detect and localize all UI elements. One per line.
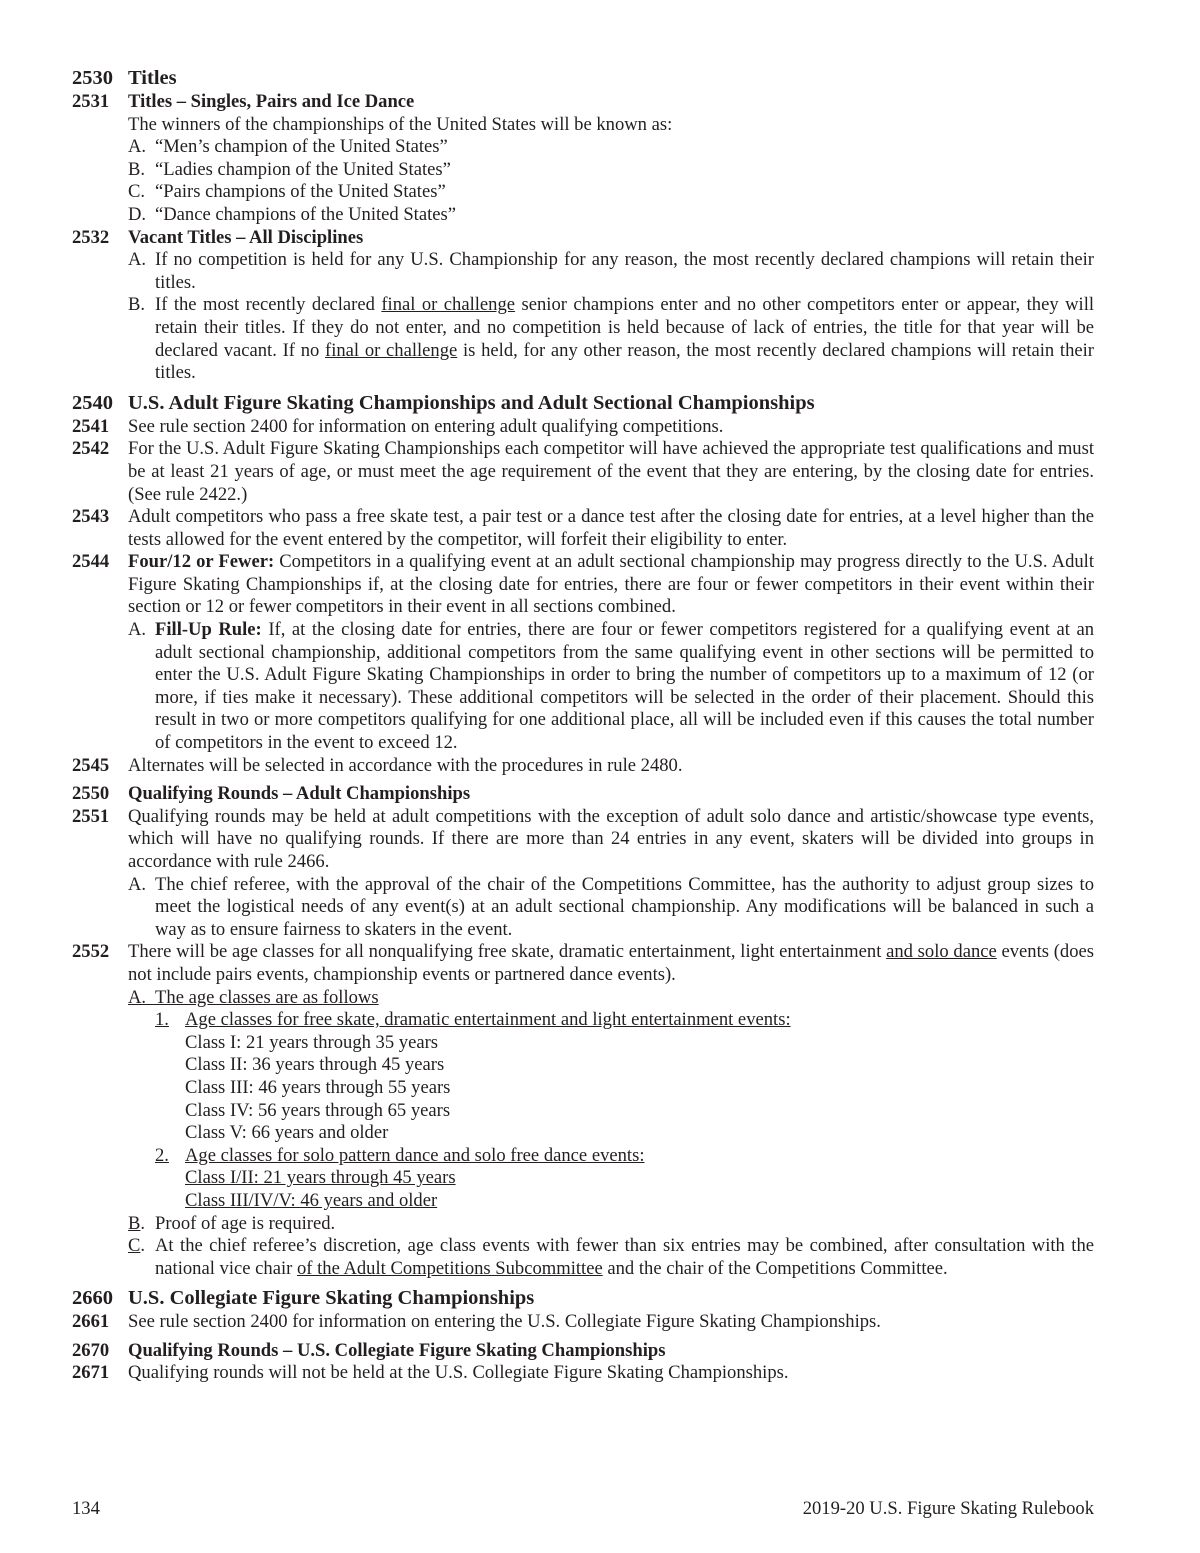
list-item bbox=[128, 874, 1094, 942]
page-footer bbox=[72, 1498, 1094, 1521]
list-label: 1. bbox=[155, 1009, 169, 1031]
rule-text: See rule section 2400 for information on entering the U.S. Collegiate Figure Skating Championships. bbox=[128, 1311, 881, 1333]
list-item bbox=[128, 181, 1094, 204]
page-number: 134 bbox=[72, 1498, 100, 1519]
rule-text: Adult competitors who pass a free skate test, a pair test or a dance test after the closing date for entries, at a level higher than the tests allowed for the event entered by the competitor, will forfeit their eligibility to enter. bbox=[128, 506, 1094, 550]
list-text: “Ladies champion of the United States” bbox=[155, 158, 451, 180]
rule-2670-heading bbox=[72, 1340, 1094, 1363]
list-text: The chief referee, with the approval of the chair of the Competitions Committee, has the authority to adjust group sizes to meet the logistical needs of any event(s) at an adult sectional championship. Any modifications will be balanced in such a way as to ensure fairness to skaters in the event. bbox=[155, 873, 1094, 940]
age-class: Class II: 36 years through 45 years bbox=[185, 1054, 445, 1076]
rule-title: Titles – Singles, Pairs and Ice Dance bbox=[128, 91, 415, 112]
list-label: C. bbox=[128, 1235, 146, 1257]
age-class: Class III/IV/V: 46 years and older bbox=[185, 1189, 438, 1211]
list-label: C. bbox=[128, 181, 146, 203]
rule-text: Alternates will be selected in accordance with the procedures in rule 2480. bbox=[128, 754, 683, 776]
list-label: A. bbox=[128, 619, 147, 641]
rule-2550-heading bbox=[72, 783, 1094, 806]
list-item bbox=[128, 1213, 1094, 1236]
section-2530-heading bbox=[72, 66, 1094, 91]
list-label: 2. bbox=[155, 1144, 169, 1166]
list-item bbox=[128, 204, 1094, 227]
list-text: Age classes for solo pattern dance and solo free dance events: bbox=[185, 1144, 645, 1166]
list-text: If no competition is held for any U.S. Championship for any reason, the most recently declared champions will retain their titles. bbox=[155, 249, 1094, 293]
list-text: “Pairs champions of the United States” bbox=[155, 181, 446, 203]
rule-number: 2670 bbox=[72, 1339, 110, 1361]
rule-2532-heading bbox=[72, 227, 1094, 250]
rule-2551 bbox=[72, 806, 1094, 874]
list-label: B. bbox=[128, 1212, 146, 1234]
list-text: Fill-Up Rule: If, at the closing date for entries, there are four or fewer competitors registered for a qualifying event at an adult sectional championship, additional competitors from the same qualifying event in other sections will be permitted to enter the U.S. Adult Figure Skating Championships in order to bring the number of competitors up to a maximum of 12 (or more, if ties make it necessary). These additional competitors will be selected in the order of their placement. Should this result in two or more competitors qualifying for one additional place, all will be included even if this causes the total number of competitors in the event to exceed 12. bbox=[155, 619, 1094, 754]
age-class: Class I: 21 years through 35 years bbox=[185, 1031, 439, 1053]
rule-2661 bbox=[72, 1311, 1094, 1334]
list-label: B. bbox=[128, 294, 146, 316]
rule-2543 bbox=[72, 506, 1094, 551]
list-label: A. bbox=[128, 249, 147, 271]
rule-2552 bbox=[72, 941, 1094, 986]
list-text: At the chief referee’s discretion, age class events with fewer than six entries may be combined, after consultation with the national vice chair of the Adult Competitions Subcommittee and the chair of the Competitions Committee. bbox=[155, 1235, 1094, 1279]
list-text: If the most recently declared final or challenge senior champions enter and no other competitors enter or appear, they will retain their titles. If they do not enter, and no competition is held because of lack of entries, the title for that year will be declared vacant. If no final or challenge is held, for any other reason, the most recently declared champions will retain their titles. bbox=[155, 294, 1095, 384]
rule-number: 2541 bbox=[72, 415, 110, 437]
rule-number: 2552 bbox=[72, 941, 110, 963]
rule-title: Qualifying Rounds – U.S. Collegiate Figure Skating Championships bbox=[128, 1339, 666, 1361]
list-item bbox=[128, 136, 1094, 159]
rule-number: 2661 bbox=[72, 1311, 110, 1333]
list-item bbox=[128, 619, 1094, 755]
list-label: A. bbox=[128, 873, 147, 895]
section-number: 2540 bbox=[72, 391, 113, 414]
list-item bbox=[128, 294, 1094, 384]
section-title: U.S. Collegiate Figure Skating Championships bbox=[128, 1287, 535, 1310]
list-item bbox=[128, 159, 1094, 182]
rule-title: Qualifying Rounds – Adult Championships bbox=[128, 783, 471, 805]
rule-2545 bbox=[72, 755, 1094, 778]
section-number: 2660 bbox=[72, 1287, 113, 1310]
age-class: Class III: 46 years through 55 years bbox=[185, 1076, 451, 1098]
section-number: 2530 bbox=[72, 67, 113, 89]
list-text: “Men’s champion of the United States” bbox=[155, 136, 448, 158]
section-title: Titles bbox=[128, 67, 177, 89]
rule-title: Vacant Titles – All Disciplines bbox=[128, 226, 364, 248]
rule-2531-heading bbox=[72, 91, 1094, 114]
age-classes-intro: A. The age classes are as follows bbox=[128, 986, 379, 1008]
list-item bbox=[128, 249, 1094, 294]
rule-number: 2551 bbox=[72, 805, 110, 827]
rule-2544 bbox=[72, 551, 1094, 619]
rule-text: Qualifying rounds may be held at adult competitions with the exception of adult solo dance and artistic/showcase type events, which will have no qualifying rounds. If there are more than 24 entries in any event, skaters will be divided into groups in accordance with rule 2466. bbox=[128, 805, 1094, 872]
age-class: Class I/II: 21 years through 45 years bbox=[185, 1167, 456, 1189]
rule-number: 2542 bbox=[72, 438, 110, 460]
section-title: U.S. Adult Figure Skating Championships and Adult Sectional Championships bbox=[128, 391, 815, 414]
rule-2541 bbox=[72, 416, 1094, 439]
rule-text: Qualifying rounds will not be held at the U.S. Collegiate Figure Skating Championships. bbox=[128, 1362, 789, 1384]
list-text: “Dance champions of the United States” bbox=[155, 203, 457, 225]
rule-number: 2544 bbox=[72, 551, 110, 573]
list-label: D. bbox=[128, 203, 147, 225]
book-title: 2019-20 U.S. Figure Skating Rulebook bbox=[802, 1498, 1094, 1519]
list-text: Age classes for free skate, dramatic entertainment and light entertainment events: bbox=[185, 1009, 791, 1031]
rule-number: 2532 bbox=[72, 226, 110, 248]
rule-2531-intro: The winners of the championships of the United States will be known as: bbox=[128, 113, 673, 135]
rule-number: 2543 bbox=[72, 506, 110, 528]
rule-text: Four/12 or Fewer: Competitors in a qualifying event at an adult sectional championship may progress directly to the U.S. Adult Figure Skating Championships if, at the closing date for entries, there are four or fewer competitors in their event within their section or 12 or fewer competitors in their event in all sections combined. bbox=[128, 551, 1094, 618]
rule-number: 2550 bbox=[72, 783, 110, 805]
list-item bbox=[155, 1009, 1094, 1032]
section-2660-heading bbox=[72, 1286, 1094, 1311]
rule-text: See rule section 2400 for information on entering adult qualifying competitions. bbox=[128, 415, 724, 437]
rule-2542 bbox=[72, 438, 1094, 506]
list-item bbox=[128, 1235, 1094, 1280]
age-class: Class IV: 56 years through 65 years bbox=[185, 1099, 451, 1121]
rule-number: 2545 bbox=[72, 754, 110, 776]
list-item bbox=[155, 1145, 1094, 1168]
list-text: Proof of age is required. bbox=[155, 1212, 336, 1234]
section-2540-heading bbox=[72, 391, 1094, 416]
list-label: A. bbox=[128, 136, 147, 158]
rule-text: There will be age classes for all nonqualifying free skate, dramatic entertainment, light entertainment and solo dance events (does not include pairs events, championship events or partnered dance events). bbox=[128, 941, 1095, 985]
rule-number: 2671 bbox=[72, 1362, 110, 1384]
age-class: Class V: 66 years and older bbox=[185, 1122, 389, 1144]
rule-number: 2531 bbox=[72, 91, 110, 112]
rulebook-page bbox=[72, 66, 1094, 1385]
rule-2671 bbox=[72, 1362, 1094, 1385]
rule-text: For the U.S. Adult Figure Skating Championships each competitor will have achieved the appropriate test qualifications and must be at least 21 years of age, or must meet the age requirement of the event that they are entering, by the closing date for entries. (See rule 2422.) bbox=[128, 438, 1094, 505]
list-label: B. bbox=[128, 158, 146, 180]
